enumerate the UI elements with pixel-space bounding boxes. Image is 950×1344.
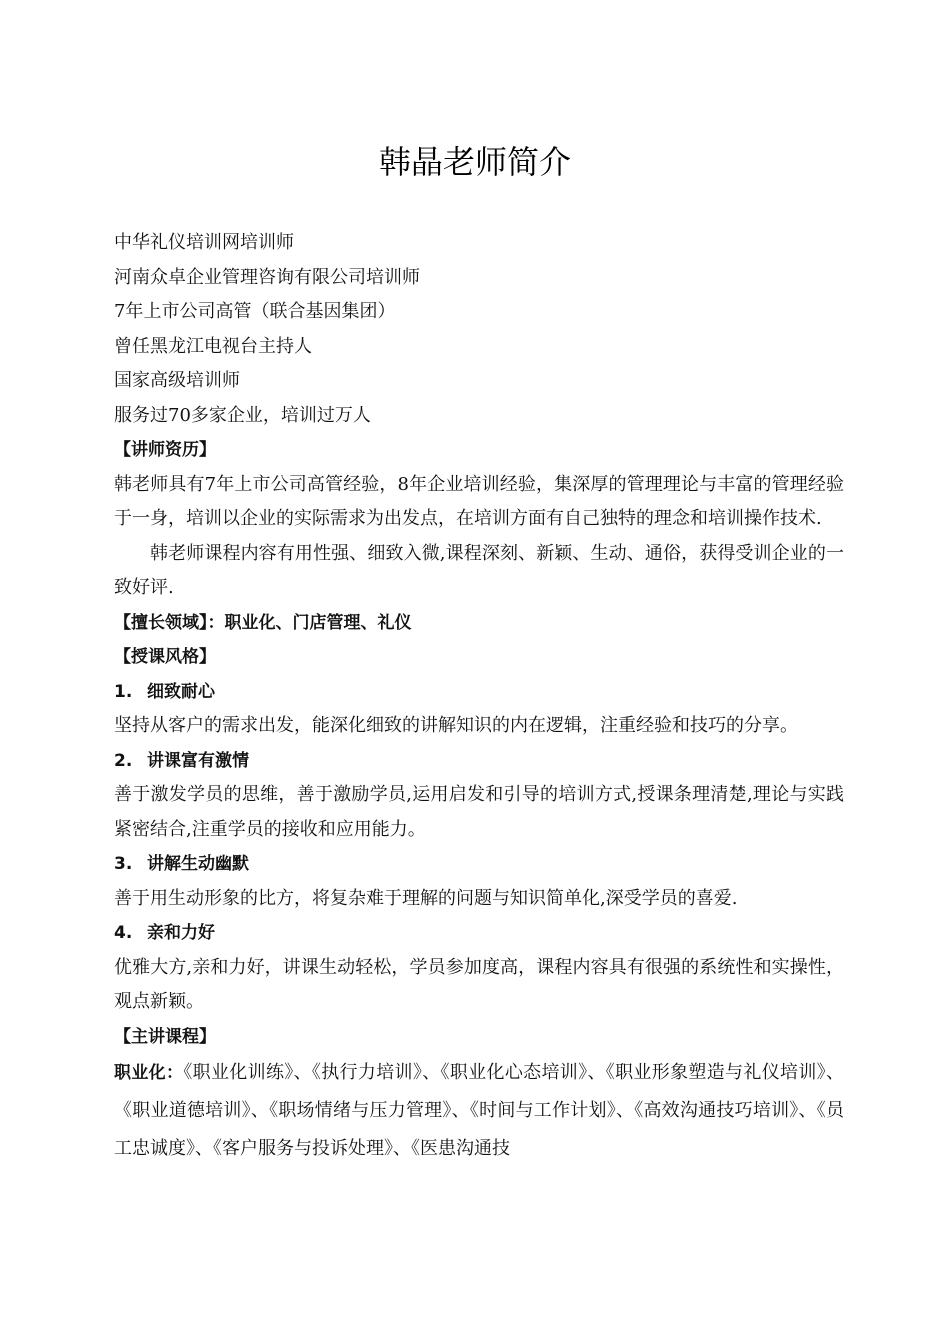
style-item-number: 1. xyxy=(114,681,133,702)
intro-line: 7年上市公司高管（联合基因集团） xyxy=(114,301,396,322)
courses-heading: 【主讲课程】 xyxy=(114,1026,216,1047)
style-item-number: 4. xyxy=(114,923,133,943)
style-item-desc: 善于用生动形象的比方，将复杂难于理解的问题与知识简单化,深受学员的喜爱. xyxy=(114,887,738,909)
style-item-label: 讲解生动幽默 xyxy=(147,854,249,874)
style-item-number: 3. xyxy=(114,854,133,874)
expertise-heading: 【擅长领域】：职业化、门店管理、礼仪 xyxy=(114,612,412,633)
courses-paragraph xyxy=(114,1054,844,1168)
style-item-title xyxy=(114,744,844,779)
style-item-number: 2. xyxy=(114,750,133,771)
page-title: 韩晶老师简介 xyxy=(378,143,571,181)
courses-list-text: 《职业化训练》、《执行力培训》、《职业化心态培训》、《职业形象塑造与礼仪培训》、《职业道德培训》、《职场情绪与压力管理》、《时间与工作计划》、《高效沟通技巧培训》、《员工忠诚度》、《客户服务与投诉处理》、《医患沟通技 xyxy=(114,1062,845,1159)
document-body xyxy=(114,226,844,1168)
style-item-label: 讲课富有激情 xyxy=(147,750,249,771)
experience-heading: 【讲师资历】 xyxy=(114,440,216,460)
style-item-title xyxy=(114,847,844,882)
intro-line: 曾任黑龙江电视台主持人 xyxy=(114,335,312,357)
intro-line: 国家高级培训师 xyxy=(114,370,240,391)
intro-line: 中华礼仪培训网培训师 xyxy=(114,232,294,253)
intro-line: 服务过70多家企业，培训过万人 xyxy=(114,404,371,426)
experience-paragraph: 韩老师具有7年上市公司高管经验，8年企业培训经验，集深厚的管理理论与丰富的管理经验于一身，培训以企业的实际需求为出发点，在培训方面有自己独特的理念和培训操作技术. xyxy=(114,473,844,529)
intro-line: 河南众卓企业管理咨询有限公司培训师 xyxy=(114,266,420,288)
style-item-title xyxy=(114,916,844,951)
style-item-label: 细致耐心 xyxy=(147,681,215,702)
style-item-desc: 善于激发学员的思维，善于激励学员,运用启发和引导的培训方式,授课条理清楚,理论与实践紧密结合,注重学员的接收和应用能力。 xyxy=(114,784,844,840)
intro-list xyxy=(114,226,844,433)
style-item-desc: 优雅大方,亲和力好，讲课生动轻松，学员参加度高，课程内容具有很强的系统性和实操性，观点新颖。 xyxy=(114,956,844,1012)
style-item-desc: 坚持从客户的需求出发，能深化细致的讲解知识的内在逻辑，注重经验和技巧的分享。 xyxy=(114,715,798,736)
style-item-title xyxy=(114,675,844,710)
experience-paragraph: 韩老师课程内容有用性强、细致入微,课程深刻、新颖、生动、通俗，获得受训企业的一致好评. xyxy=(114,542,844,598)
style-heading: 【授课风格】 xyxy=(114,647,216,667)
courses-category-label: 职业化： xyxy=(114,1063,184,1083)
style-item-label: 亲和力好 xyxy=(147,923,215,943)
